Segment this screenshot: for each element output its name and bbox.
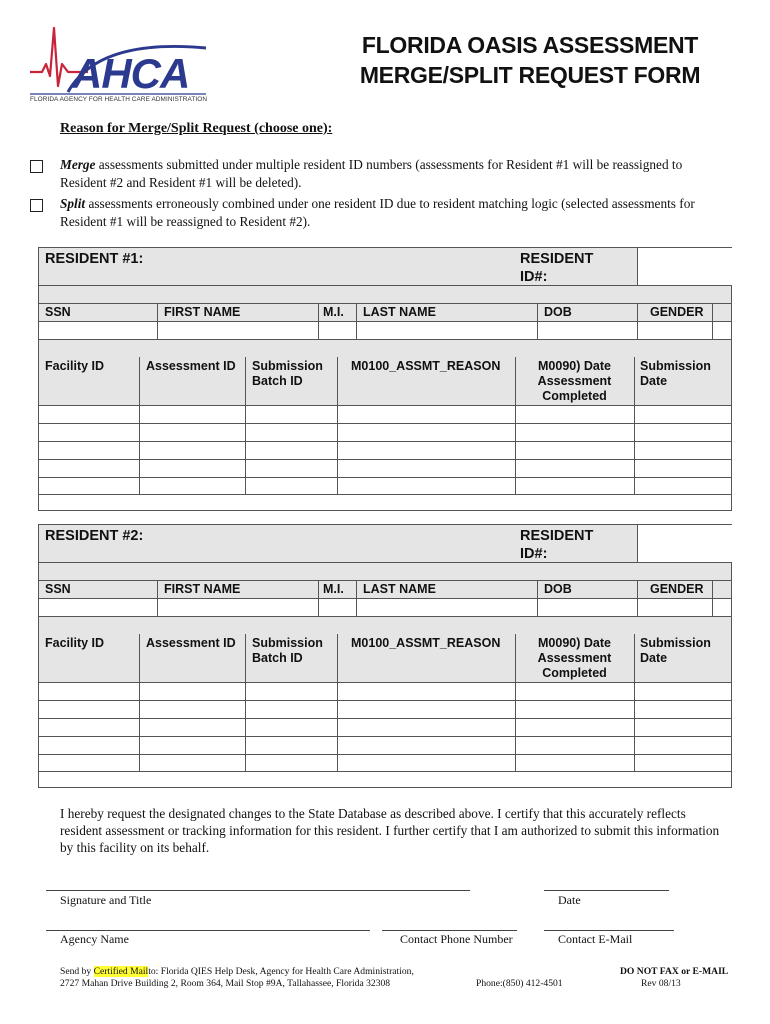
r2-col-facility-id: Facility ID (45, 636, 105, 650)
r2-col-submission-batch: Submission Batch ID (252, 636, 323, 665)
r1-col-mi: M.I. (323, 305, 344, 319)
signature-title-label: Signature and Title (60, 893, 152, 907)
split-label: Split (60, 196, 86, 211)
r1-first-name-input[interactable] (158, 321, 318, 339)
certification-text: I hereby request the designated changes to the State Database as described above. I certify that this accurately reflects resident assessment or tracking information for this resident. I further certify that I am authorized to submit this information by this facility on its behalf. (60, 806, 720, 855)
r1-col-gender: GENDER (650, 305, 704, 319)
r1-ssn-input[interactable] (39, 321, 157, 339)
footer-send-line: Send by Certified Mailto: Florida QIES Help Desk, Agency for Health Care Administration, (60, 966, 414, 977)
footer-phone: Phone:(850) 412-4501 (476, 978, 563, 989)
resident1-id-field[interactable] (637, 248, 732, 285)
r2-col-first-name: FIRST NAME (164, 582, 241, 596)
r2-mi-input[interactable] (319, 598, 356, 616)
r2-col-submission-date: Submission Date (640, 636, 711, 665)
r2-assessment-row-2[interactable] (39, 700, 731, 718)
resident1-section (38, 247, 732, 511)
split-description: assessments erroneously combined under one resident ID due to resident matching logic (selected assessments for Resident #1 will be reassigned to Resident #2). (60, 196, 695, 229)
split-option-text (60, 195, 720, 230)
r2-col-dob: DOB (544, 582, 572, 596)
r1-col-dob: DOB (544, 305, 572, 319)
r1-last-name-input[interactable] (357, 321, 537, 339)
footer-no-fax: DO NOT FAX or E-MAIL (620, 966, 729, 977)
r2-last-name-input[interactable] (357, 598, 537, 616)
agency-name-field[interactable] (46, 910, 370, 930)
form-title-line1: FLORIDA OASIS ASSESSMENT (361, 32, 699, 58)
resident1-id-label: RESIDENT ID#: (520, 251, 594, 285)
footer-revision: Rev 08/13 (641, 978, 681, 989)
r2-assessment-row-3[interactable] (39, 718, 731, 736)
merge-checkbox[interactable] (30, 160, 43, 173)
r1-col-ssn: SSN (45, 305, 71, 319)
agency-name-label: Agency Name (60, 932, 129, 946)
svg-text:AHCA: AHCA (72, 50, 190, 97)
merge-label: Merge (60, 157, 96, 172)
r2-col-gender: GENDER (650, 582, 704, 596)
r2-assessment-row-1[interactable] (39, 682, 731, 700)
r2-col-last-name: LAST NAME (363, 582, 436, 596)
resident2-title: RESIDENT #2: (45, 528, 144, 544)
r1-col-first-name: FIRST NAME (164, 305, 241, 319)
date-field[interactable] (544, 870, 669, 890)
r2-first-name-input[interactable] (158, 598, 318, 616)
r1-col-submission-date: Submission Date (640, 359, 711, 388)
r2-dob-input[interactable] (538, 598, 637, 616)
contact-phone-label: Contact Phone Number (400, 932, 513, 946)
r1-assessment-row-3[interactable] (39, 441, 731, 459)
date-label: Date (558, 893, 581, 907)
r1-dob-input[interactable] (538, 321, 637, 339)
signature-title-field[interactable] (46, 870, 470, 890)
footer-address: 2727 Mahan Drive Building 2, Room 364, Mail Stop #9A, Tallahassee, Florida 32308 (60, 978, 391, 989)
certified-mail-highlight: Certified Mail (93, 966, 149, 977)
r1-col-m0090: M0090) Date Assessment Completed (537, 359, 612, 403)
r1-col-last-name: LAST NAME (363, 305, 436, 319)
r1-assessment-row-5[interactable] (39, 477, 731, 494)
r1-assessment-row-4[interactable] (39, 459, 731, 477)
split-checkbox[interactable] (30, 199, 43, 212)
r2-col-assmt-reason: M0100_ASSMT_REASON (351, 636, 501, 650)
r2-gender-input[interactable] (638, 598, 712, 616)
ahca-logo-graphic (28, 20, 208, 106)
r2-col-m0090: M0090) Date Assessment Completed (537, 636, 612, 680)
resident2-section (38, 524, 732, 788)
r2-col-assessment-id: Assessment ID (146, 636, 236, 650)
form-title-line2: MERGE/SPLIT REQUEST FORM (359, 62, 701, 88)
resident2-id-field[interactable] (637, 525, 732, 562)
r2-col-ssn: SSN (45, 582, 71, 596)
r1-col-assessment-id: Assessment ID (146, 359, 236, 373)
resident1-title: RESIDENT #1: (45, 251, 144, 267)
r1-mi-input[interactable] (319, 321, 356, 339)
resident2-id-label: RESIDENT ID#: (520, 528, 594, 562)
contact-phone-field[interactable] (382, 910, 517, 930)
r1-assessment-row-2[interactable] (39, 423, 731, 441)
r1-col-facility-id: Facility ID (45, 359, 105, 373)
merge-description: assessments submitted under multiple resident ID numbers (assessments for Resident #1 will be reassigned to Resident #2 and Resident #1 will be deleted). (60, 157, 683, 190)
contact-email-field[interactable] (544, 910, 674, 930)
merge-option-text (60, 156, 720, 191)
r1-col-submission-batch: Submission Batch ID (252, 359, 323, 388)
r2-ssn-input[interactable] (39, 598, 157, 616)
r2-col-mi: M.I. (323, 582, 344, 596)
r2-assessment-row-5[interactable] (39, 754, 731, 771)
r2-assessment-row-4[interactable] (39, 736, 731, 754)
reason-heading: Reason for Merge/Split Request (choose one): (60, 121, 333, 136)
contact-email-label: Contact E-Mail (558, 932, 633, 946)
r1-col-assmt-reason: M0100_ASSMT_REASON (351, 359, 501, 373)
ahca-logo (28, 20, 208, 106)
logo-tagline: FLORIDA AGENCY FOR HEALTH CARE ADMINISTRATION (30, 96, 208, 103)
r1-gender-input[interactable] (638, 321, 712, 339)
r1-assessment-row-1[interactable] (39, 405, 731, 423)
